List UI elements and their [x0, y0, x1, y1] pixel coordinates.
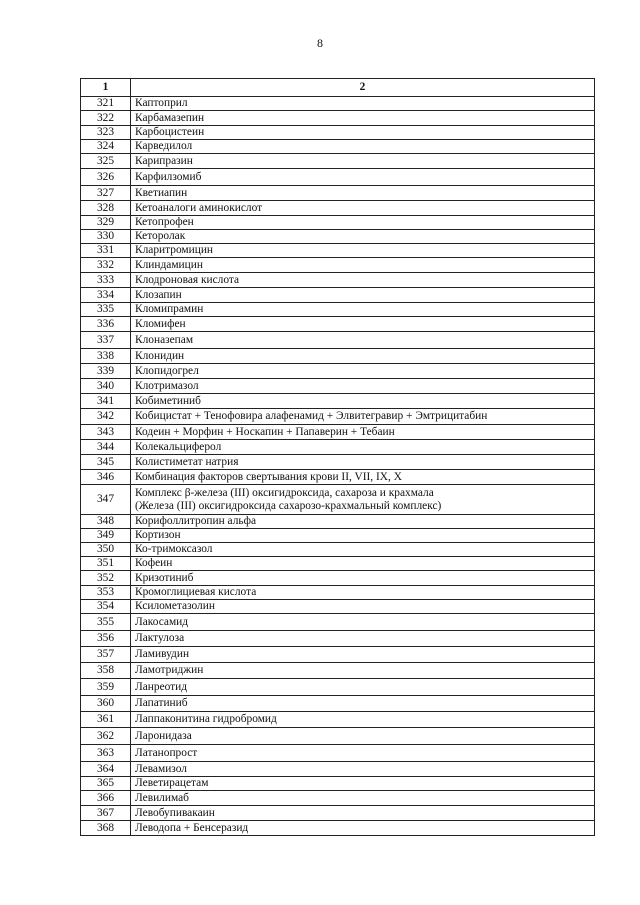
drug-name: Лакосамид: [131, 614, 595, 631]
row-number: 335: [81, 303, 131, 317]
row-number: 365: [81, 777, 131, 791]
column-header-number: 1: [81, 79, 131, 97]
row-number: 339: [81, 364, 131, 379]
table-row: [81, 777, 595, 791]
drug-name: Леводопа + Бенсеразид: [131, 821, 595, 836]
drug-name: Клодроновая кислота: [131, 273, 595, 288]
row-number: 358: [81, 663, 131, 679]
row-number: 362: [81, 728, 131, 745]
row-number: 333: [81, 273, 131, 288]
table-row: [81, 332, 595, 349]
drug-name: Кофеин: [131, 557, 595, 571]
row-number: 337: [81, 332, 131, 349]
table-row: [81, 586, 595, 600]
row-number: 324: [81, 140, 131, 154]
table-row: [81, 288, 595, 303]
page-number: 8: [317, 36, 323, 50]
row-number: 346: [81, 470, 131, 485]
table-row: [81, 258, 595, 273]
row-number: 360: [81, 696, 131, 712]
table-row: [81, 600, 595, 614]
table-row: [81, 614, 595, 631]
table-row: [81, 379, 595, 394]
row-number: 340: [81, 379, 131, 394]
row-number: 326: [81, 169, 131, 186]
drug-name-line: Комплекс β-железа (III) оксигидроксида, сахароза и крахмала: [135, 486, 434, 499]
drug-name: Ланреотид: [131, 679, 595, 696]
table-header-row: [81, 79, 595, 97]
drug-name: Ксилометазолин: [131, 600, 595, 614]
row-number: 352: [81, 571, 131, 586]
drug-name: Кларитромицин: [131, 244, 595, 258]
table-row: [81, 806, 595, 821]
row-number: 349: [81, 529, 131, 543]
table-row: [81, 571, 595, 586]
table-row: [81, 216, 595, 230]
row-number: 338: [81, 349, 131, 364]
table-row: [81, 273, 595, 288]
drug-name: Кобицистат + Тенофовира алафенамид + Элвитегравир + Эмтрицитабин: [131, 409, 595, 425]
row-number: 361: [81, 712, 131, 728]
table-row: [81, 440, 595, 455]
table-row: [81, 140, 595, 154]
drug-name: Кетоаналоги аминокислот: [131, 201, 595, 216]
drug-name: Клозапин: [131, 288, 595, 303]
drug-name: Левамизол: [131, 762, 595, 777]
drug-name: [131, 485, 595, 515]
drug-name: Кломипрамин: [131, 303, 595, 317]
drug-name: Кортизон: [131, 529, 595, 543]
drug-name: Клотримазол: [131, 379, 595, 394]
table-row: [81, 317, 595, 332]
row-number: 334: [81, 288, 131, 303]
column-header-name: 2: [131, 79, 595, 97]
table-row: [81, 303, 595, 317]
row-number: 323: [81, 126, 131, 140]
drug-name: Кветиапин: [131, 186, 595, 201]
drug-name: Леветирацетам: [131, 777, 595, 791]
table-row: [81, 455, 595, 470]
table-row: [81, 154, 595, 169]
drug-name: Карипразин: [131, 154, 595, 169]
row-number: 351: [81, 557, 131, 571]
drug-name: Кеторолак: [131, 230, 595, 244]
drug-name: Кодеин + Морфин + Носкапин + Папаверин + Тебаин: [131, 425, 595, 440]
row-number: 367: [81, 806, 131, 821]
drug-name: Комбинация факторов свертывания крови II, VII, IX, X: [131, 470, 595, 485]
drug-name: Карбамазепин: [131, 111, 595, 126]
row-number: 331: [81, 244, 131, 258]
row-number: 332: [81, 258, 131, 273]
row-number: 357: [81, 647, 131, 663]
row-number: 348: [81, 515, 131, 529]
drug-name: Кобиметиниб: [131, 394, 595, 409]
row-number: 328: [81, 201, 131, 216]
row-number: 368: [81, 821, 131, 836]
table-row: [81, 201, 595, 216]
drug-name: Карфилзомиб: [131, 169, 595, 186]
table-row: [81, 728, 595, 745]
row-number: 364: [81, 762, 131, 777]
drug-name: Карбоцистеин: [131, 126, 595, 140]
row-number: 342: [81, 409, 131, 425]
drug-name: Ларонидаза: [131, 728, 595, 745]
drug-name: Ламивудин: [131, 647, 595, 663]
table-row: [81, 470, 595, 485]
drug-name-line: (Железа (III) оксигидроксида сахарозо-крахмальный комплекс): [135, 499, 442, 512]
table-row: [81, 647, 595, 663]
table-row: [81, 712, 595, 728]
table-row: [81, 543, 595, 557]
table-row: [81, 425, 595, 440]
table-row: [81, 364, 595, 379]
row-number: 336: [81, 317, 131, 332]
table-row: [81, 679, 595, 696]
row-number: 345: [81, 455, 131, 470]
row-number: 344: [81, 440, 131, 455]
row-number: 353: [81, 586, 131, 600]
drug-name: Ламотриджин: [131, 663, 595, 679]
row-number: 366: [81, 791, 131, 806]
drug-name: Карведилол: [131, 140, 595, 154]
table-row: [81, 762, 595, 777]
row-number: 359: [81, 679, 131, 696]
row-number: 354: [81, 600, 131, 614]
table-row: [81, 230, 595, 244]
table-row: [81, 663, 595, 679]
drug-name: Клоназепам: [131, 332, 595, 349]
row-number: 350: [81, 543, 131, 557]
row-number: 325: [81, 154, 131, 169]
drug-name: Клопидогрел: [131, 364, 595, 379]
table-row: [81, 349, 595, 364]
table-row: [81, 557, 595, 571]
table-row: [81, 169, 595, 186]
drug-name: Лаппаконитина гидробромид: [131, 712, 595, 728]
table-row: [81, 394, 595, 409]
drug-name: Каптоприл: [131, 97, 595, 111]
row-number: 322: [81, 111, 131, 126]
drug-name: Левобупивакаин: [131, 806, 595, 821]
table-row: [81, 409, 595, 425]
row-number: 329: [81, 216, 131, 230]
table-row: [81, 529, 595, 543]
table-row: [81, 97, 595, 111]
table-row: [81, 745, 595, 762]
table-row: [81, 821, 595, 836]
table-row: [81, 111, 595, 126]
drug-name: Лапатиниб: [131, 696, 595, 712]
drug-name: Лактулоза: [131, 631, 595, 647]
table-row: [81, 244, 595, 258]
drug-name: Клиндамицин: [131, 258, 595, 273]
drug-name: Кетопрофен: [131, 216, 595, 230]
table-row: [81, 126, 595, 140]
row-number: 343: [81, 425, 131, 440]
drug-name: Колистиметат натрия: [131, 455, 595, 470]
drug-name: Латанопрост: [131, 745, 595, 762]
drug-name: Кломифен: [131, 317, 595, 332]
row-number: 327: [81, 186, 131, 201]
table-row: [81, 631, 595, 647]
table-row: [81, 791, 595, 806]
drug-name: Левилимаб: [131, 791, 595, 806]
table-row: [81, 515, 595, 529]
drug-name: Корифоллитропин альфа: [131, 515, 595, 529]
drug-name: Колекальциферол: [131, 440, 595, 455]
drug-name: Кризотиниб: [131, 571, 595, 586]
row-number: 355: [81, 614, 131, 631]
drug-name: Ко-тримоксазол: [131, 543, 595, 557]
table-row: [81, 696, 595, 712]
row-number: 330: [81, 230, 131, 244]
drug-name: Клонидин: [131, 349, 595, 364]
row-number: 321: [81, 97, 131, 111]
table-row: [81, 186, 595, 201]
row-number: 363: [81, 745, 131, 762]
drug-name: Кромоглициевая кислота: [131, 586, 595, 600]
row-number: 347: [81, 485, 131, 515]
drug-list-table: [80, 78, 595, 836]
row-number: 341: [81, 394, 131, 409]
row-number: 356: [81, 631, 131, 647]
table-row: [81, 485, 595, 515]
